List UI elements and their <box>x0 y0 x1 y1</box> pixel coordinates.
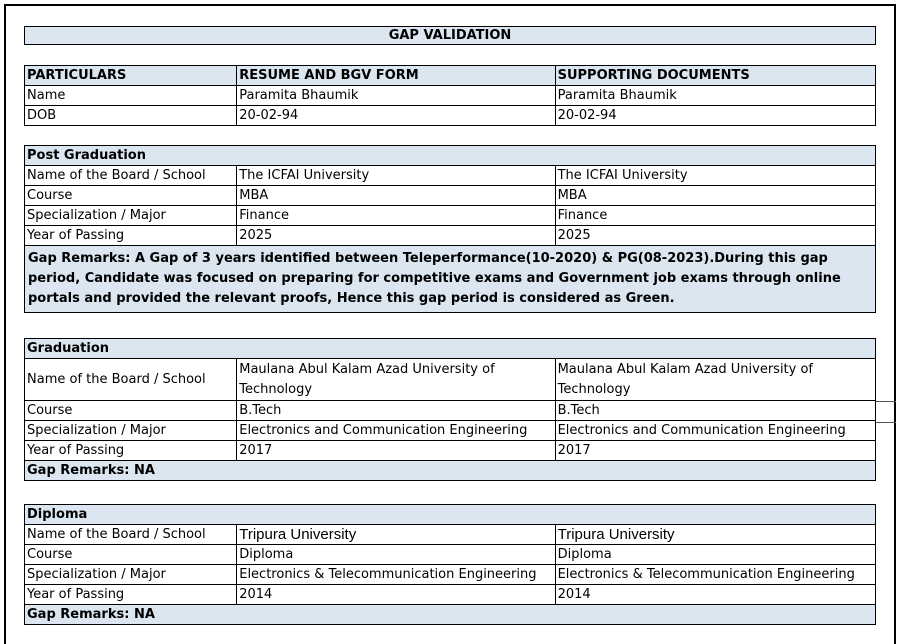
table-row <box>25 106 876 126</box>
table-row <box>25 441 876 461</box>
diploma-section <box>24 504 876 625</box>
particulars-table <box>24 65 876 126</box>
table-row <box>25 545 876 565</box>
row-label: DOB <box>25 106 237 126</box>
row-label: Name <box>25 86 237 106</box>
resume-value: 2014 <box>237 585 555 605</box>
table-row <box>25 525 876 545</box>
header-resume: RESUME AND BGV FORM <box>237 66 555 86</box>
table-row <box>25 226 876 246</box>
table-row <box>25 585 876 605</box>
resume-value: 2025 <box>237 226 555 246</box>
row-label: Year of Passing <box>25 441 237 461</box>
row-label: Specialization / Major <box>25 206 237 226</box>
document-value: B.Tech <box>555 401 875 421</box>
row-label: Specialization / Major <box>25 565 237 585</box>
table-row <box>25 166 876 186</box>
document-value: 2014 <box>555 585 875 605</box>
resume-value: Diploma <box>237 545 555 565</box>
row-label: Course <box>25 186 237 206</box>
table-header-row <box>25 66 876 86</box>
row-label: Course <box>25 545 237 565</box>
table-row <box>25 401 876 421</box>
row-label: Name of the Board / School <box>25 166 237 186</box>
gap-remarks: Gap Remarks: NA <box>25 605 876 625</box>
row-label: Year of Passing <box>25 585 237 605</box>
resume-value: B.Tech <box>237 401 555 421</box>
section-heading: Post Graduation <box>25 146 876 166</box>
resume-value: MBA <box>237 186 555 206</box>
row-label: Name of the Board / School <box>25 359 237 401</box>
header-documents: SUPPORTING DOCUMENTS <box>555 66 875 86</box>
document-value: 2017 <box>555 441 875 461</box>
section-heading: Diploma <box>25 505 876 525</box>
row-label: Course <box>25 401 237 421</box>
row-label: Specialization / Major <box>25 421 237 441</box>
table-row <box>25 186 876 206</box>
row-label: Name of the Board / School <box>25 525 237 545</box>
section-heading: Graduation <box>25 339 876 359</box>
header-particulars: PARTICULARS <box>25 66 237 86</box>
gap-remarks: Gap Remarks: A Gap of 3 years identified between Teleperformance(10-2020) & PG(08-2023).During this gap period, Candidate was focused on preparing for competitive exams and Government job exams through online portals and provided the relevant proofs, Hence this gap period is considered as Green. <box>25 246 876 313</box>
document-value: Finance <box>555 206 875 226</box>
page-title: GAP VALIDATION <box>24 26 876 45</box>
table-row <box>25 86 876 106</box>
resume-value: Maulana Abul Kalam Azad University of Technology <box>237 359 555 401</box>
resume-value: Tripura University <box>237 525 555 545</box>
table-row <box>25 565 876 585</box>
document-value: Maulana Abul Kalam Azad University of Technology <box>555 359 875 401</box>
row-label: Year of Passing <box>25 226 237 246</box>
cell-border-line <box>876 401 896 423</box>
table-row <box>25 421 876 441</box>
resume-value: Electronics and Communication Engineering <box>237 421 555 441</box>
document-value: Diploma <box>555 545 875 565</box>
resume-value: The ICFAI University <box>237 166 555 186</box>
document-value: 2025 <box>555 226 875 246</box>
document-value: Paramita Bhaumik <box>555 86 875 106</box>
document-value: The ICFAI University <box>555 166 875 186</box>
gap-remarks: Gap Remarks: NA <box>25 461 876 481</box>
document-value: MBA <box>555 186 875 206</box>
resume-value: Paramita Bhaumik <box>237 86 555 106</box>
resume-value: 20-02-94 <box>237 106 555 126</box>
table-row <box>25 359 876 401</box>
resume-value: Electronics & Telecommunication Engineering <box>237 565 555 585</box>
document-value: Electronics and Communication Engineering <box>555 421 875 441</box>
resume-value: 2017 <box>237 441 555 461</box>
document-value: 20-02-94 <box>555 106 875 126</box>
graduation-section <box>24 338 876 481</box>
document-value: Tripura University <box>555 525 875 545</box>
post-graduation-section <box>24 145 876 313</box>
resume-value: Finance <box>237 206 555 226</box>
table-row <box>25 206 876 226</box>
document-value: Electronics & Telecommunication Engineering <box>555 565 875 585</box>
